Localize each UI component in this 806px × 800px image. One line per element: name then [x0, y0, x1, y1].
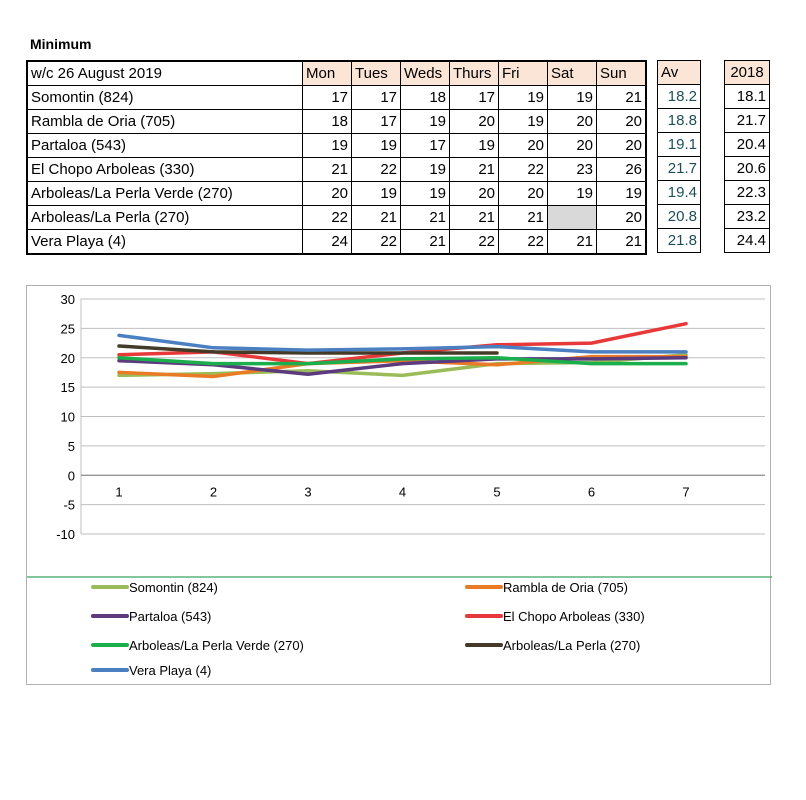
- table-row: [27, 158, 646, 182]
- day-header: Mon: [303, 61, 352, 86]
- value-cell: 18: [401, 86, 450, 110]
- value-cell: 22: [303, 206, 352, 230]
- value-cell: 21: [548, 230, 597, 255]
- av-row: [658, 157, 701, 181]
- y-tick-label: 15: [60, 380, 75, 396]
- y-tick-label: -5: [63, 497, 75, 513]
- value-cell: 18: [303, 110, 352, 134]
- value-cell: 22: [499, 230, 548, 255]
- station-name: Somontin (824): [27, 86, 303, 110]
- average-value: 20.8: [658, 205, 701, 229]
- av-row: [658, 229, 701, 253]
- av-row: [658, 109, 701, 133]
- value-cell: 22: [450, 230, 499, 255]
- x-tick-label: 4: [398, 484, 407, 500]
- value-cell: 21: [499, 206, 548, 230]
- table-row: [27, 182, 646, 206]
- y-tick-label: 20: [60, 350, 75, 366]
- value-cell: 22: [352, 230, 401, 255]
- day-header: Sat: [548, 61, 597, 86]
- prev-year-value: 21.7: [725, 109, 770, 133]
- x-tick-label: 5: [493, 484, 501, 500]
- station-name: Arboleas/La Perla (270): [27, 206, 303, 230]
- value-cell: 19: [548, 182, 597, 206]
- average-value: 21.7: [658, 157, 701, 181]
- value-cell: 20: [597, 206, 647, 230]
- x-tick-label: 7: [682, 484, 690, 500]
- value-cell: 20: [548, 134, 597, 158]
- line-chart-svg: [27, 286, 772, 686]
- average-value: 18.2: [658, 85, 701, 109]
- value-cell: 17: [352, 110, 401, 134]
- week-label: w/c 26 August 2019: [27, 61, 303, 86]
- prev-year-value: 18.1: [725, 85, 770, 109]
- prev-year-value: 22.3: [725, 181, 770, 205]
- prev-row: [725, 133, 770, 157]
- x-tick-label: 3: [304, 484, 312, 500]
- y-tick-label: 30: [60, 292, 75, 307]
- av-row: [658, 205, 701, 229]
- legend-label: El Chopo Arboleas (330): [503, 609, 645, 624]
- value-cell: 17: [303, 86, 352, 110]
- value-cell: 19: [401, 182, 450, 206]
- minimum-temperature-table: [26, 60, 647, 255]
- value-cell: 19: [499, 86, 548, 110]
- station-name: El Chopo Arboleas (330): [27, 158, 303, 182]
- av-row: [658, 181, 701, 205]
- prev-year-value: 20.6: [725, 157, 770, 181]
- value-cell: 17: [450, 86, 499, 110]
- legend-label: Somontin (824): [129, 580, 218, 595]
- table-row: [27, 230, 646, 255]
- legend-label: Rambla de Oria (705): [503, 580, 628, 595]
- value-cell: 22: [499, 158, 548, 182]
- prev-year-value: 23.2: [725, 205, 770, 229]
- value-cell: 21: [450, 158, 499, 182]
- legend-label: Arboleas/La Perla Verde (270): [129, 638, 304, 653]
- y-tick-label: 10: [60, 409, 75, 425]
- line-chart: [26, 285, 771, 685]
- value-cell: 17: [401, 134, 450, 158]
- value-cell: 19: [548, 86, 597, 110]
- previous-year-table: [724, 60, 770, 253]
- table-header-row: [27, 61, 646, 86]
- value-cell: 20: [499, 134, 548, 158]
- value-cell: 23: [548, 158, 597, 182]
- prev-row: [725, 229, 770, 253]
- value-cell: 21: [303, 158, 352, 182]
- average-value: 19.4: [658, 181, 701, 205]
- legend-label: Vera Playa (4): [129, 663, 212, 678]
- average-table: [657, 60, 701, 253]
- prev-year-value: 24.4: [725, 229, 770, 253]
- series-line: [119, 335, 686, 352]
- value-cell: 21: [450, 206, 499, 230]
- prev-year-value: 20.4: [725, 133, 770, 157]
- value-cell: 19: [597, 182, 647, 206]
- value-cell: 20: [303, 182, 352, 206]
- prev-row: [725, 157, 770, 181]
- prev-row: [725, 109, 770, 133]
- value-cell: 21: [597, 86, 647, 110]
- value-cell: 26: [597, 158, 647, 182]
- value-cell: 20: [450, 182, 499, 206]
- station-name: Partaloa (543): [27, 134, 303, 158]
- table-row: [27, 86, 646, 110]
- prev-header-row: [725, 61, 770, 85]
- value-cell: 19: [352, 134, 401, 158]
- prev-year-header: 2018: [725, 61, 770, 85]
- y-tick-label: 0: [67, 468, 75, 484]
- legend-label: Partaloa (543): [129, 609, 212, 624]
- prev-row: [725, 205, 770, 229]
- value-cell: 21: [401, 206, 450, 230]
- av-row: [658, 133, 701, 157]
- x-tick-label: 1: [115, 484, 123, 500]
- x-tick-label: 2: [209, 484, 218, 500]
- value-cell: 20: [597, 134, 647, 158]
- y-tick-label: -10: [56, 527, 75, 542]
- av-header: Av: [658, 61, 701, 85]
- table-row: [27, 206, 646, 230]
- y-tick-label: 5: [67, 438, 75, 454]
- value-cell: 19: [352, 182, 401, 206]
- value-cell: 19: [401, 158, 450, 182]
- day-header: Sun: [597, 61, 647, 86]
- value-cell: 22: [352, 158, 401, 182]
- missing-value-cell: [548, 206, 597, 230]
- value-cell: 19: [401, 110, 450, 134]
- value-cell: 20: [597, 110, 647, 134]
- legend-label: Arboleas/La Perla (270): [503, 638, 641, 653]
- value-cell: 17: [352, 86, 401, 110]
- station-name: Rambla de Oria (705): [27, 110, 303, 134]
- average-value: 21.8: [658, 229, 701, 253]
- table-row: [27, 134, 646, 158]
- value-cell: 21: [352, 206, 401, 230]
- x-tick-label: 6: [587, 484, 596, 500]
- table-title: Minimum: [30, 36, 92, 52]
- station-name: Vera Playa (4): [27, 230, 303, 255]
- av-row: [658, 85, 701, 109]
- av-header-row: [658, 61, 701, 85]
- table-row: [27, 110, 646, 134]
- day-header: Tues: [352, 61, 401, 86]
- value-cell: 24: [303, 230, 352, 255]
- day-header: Weds: [401, 61, 450, 86]
- average-value: 18.8: [658, 109, 701, 133]
- value-cell: 21: [401, 230, 450, 255]
- prev-row: [725, 85, 770, 109]
- value-cell: 19: [303, 134, 352, 158]
- value-cell: 19: [450, 134, 499, 158]
- value-cell: 20: [548, 110, 597, 134]
- station-name: Arboleas/La Perla Verde (270): [27, 182, 303, 206]
- value-cell: 21: [597, 230, 647, 255]
- y-tick-label: 25: [60, 321, 75, 337]
- average-value: 19.1: [658, 133, 701, 157]
- prev-row: [725, 181, 770, 205]
- value-cell: 20: [499, 182, 548, 206]
- value-cell: 20: [450, 110, 499, 134]
- day-header: Fri: [499, 61, 548, 86]
- day-header: Thurs: [450, 61, 499, 86]
- value-cell: 19: [499, 110, 548, 134]
